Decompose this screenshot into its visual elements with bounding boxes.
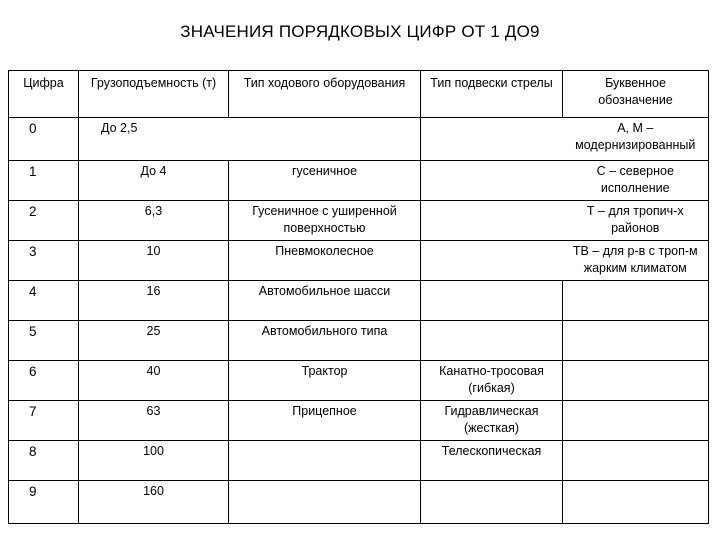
cell-capacity: 10 xyxy=(79,241,229,281)
cell-digit: 0 xyxy=(9,118,79,161)
header-capacity: Грузоподъемность (т) xyxy=(79,71,229,118)
cell-capacity: 160 xyxy=(79,481,229,524)
cell-digit: 6 xyxy=(9,361,79,401)
table-row xyxy=(9,441,709,481)
cell-digit: 2 xyxy=(9,201,79,241)
cell-digit: 8 xyxy=(9,441,79,481)
cell-suspension: Канатно-тросовая (гибкая) xyxy=(421,361,563,401)
cell-capacity: 40 xyxy=(79,361,229,401)
cell-equipment: Прицепное xyxy=(229,401,421,441)
cell-suspension xyxy=(421,201,563,241)
header-row xyxy=(9,71,709,118)
cell-suspension: Гидравлическая (жесткая) xyxy=(421,401,563,441)
cell-suspension xyxy=(421,321,563,361)
cell-letter: А, М – модернизированный xyxy=(563,118,709,161)
cell-suspension xyxy=(421,241,563,281)
table-row xyxy=(9,281,709,321)
cell-letter xyxy=(563,281,709,321)
cell-letter xyxy=(563,321,709,361)
cell-letter: ТВ – для р-в с троп-м жарким климатом xyxy=(563,241,709,281)
cell-letter: Т – для тропич-х районов xyxy=(563,201,709,241)
cell-equipment: Трактор xyxy=(229,361,421,401)
cell-capacity: 100 xyxy=(79,441,229,481)
header-equipment: Тип ходового оборудования xyxy=(229,71,421,118)
cell-capacity: До 4 xyxy=(79,161,229,201)
cell-equipment: гусеничное xyxy=(229,161,421,201)
table-row xyxy=(9,481,709,524)
cell-equipment xyxy=(229,481,421,524)
cell-equipment xyxy=(229,441,421,481)
table-row xyxy=(9,118,709,161)
table-row xyxy=(9,201,709,241)
cell-capacity: До 2,5 xyxy=(79,118,229,161)
cell-digit: 5 xyxy=(9,321,79,361)
header-suspension: Тип подвески стрелы xyxy=(421,71,563,118)
cell-capacity: 6,3 xyxy=(79,201,229,241)
header-letter: Буквенное обозначение xyxy=(563,71,709,118)
cell-suspension: Телескопическая xyxy=(421,441,563,481)
cell-equipment: Автомобильное шасси xyxy=(229,281,421,321)
cell-suspension xyxy=(421,281,563,321)
cell-suspension xyxy=(421,481,563,524)
cell-letter xyxy=(563,401,709,441)
header-digit: Цифра xyxy=(9,71,79,118)
table-row xyxy=(9,161,709,201)
cell-equipment: Гусеничное с уширенной поверхностью xyxy=(229,201,421,241)
cell-equipment xyxy=(229,118,421,161)
cell-digit: 4 xyxy=(9,281,79,321)
cell-equipment: Пневмоколесное xyxy=(229,241,421,281)
cell-digit: 7 xyxy=(9,401,79,441)
table-row xyxy=(9,401,709,441)
cell-suspension xyxy=(421,161,563,201)
table-row xyxy=(9,321,709,361)
cell-letter: С – северное исполнение xyxy=(563,161,709,201)
cell-digit: 1 xyxy=(9,161,79,201)
cell-capacity: 63 xyxy=(79,401,229,441)
cell-suspension xyxy=(421,118,563,161)
digits-table xyxy=(8,70,709,524)
cell-digit: 9 xyxy=(9,481,79,524)
cell-letter xyxy=(563,481,709,524)
page-title: ЗНАЧЕНИЯ ПОРЯДКОВЫХ ЦИФР ОТ 1 ДО9 xyxy=(180,22,540,41)
table-row xyxy=(9,361,709,401)
cell-letter xyxy=(563,361,709,401)
cell-equipment: Автомобильного типа xyxy=(229,321,421,361)
cell-letter xyxy=(563,441,709,481)
cell-digit: 3 xyxy=(9,241,79,281)
table-row xyxy=(9,241,709,281)
cell-capacity: 16 xyxy=(79,281,229,321)
cell-capacity: 25 xyxy=(79,321,229,361)
